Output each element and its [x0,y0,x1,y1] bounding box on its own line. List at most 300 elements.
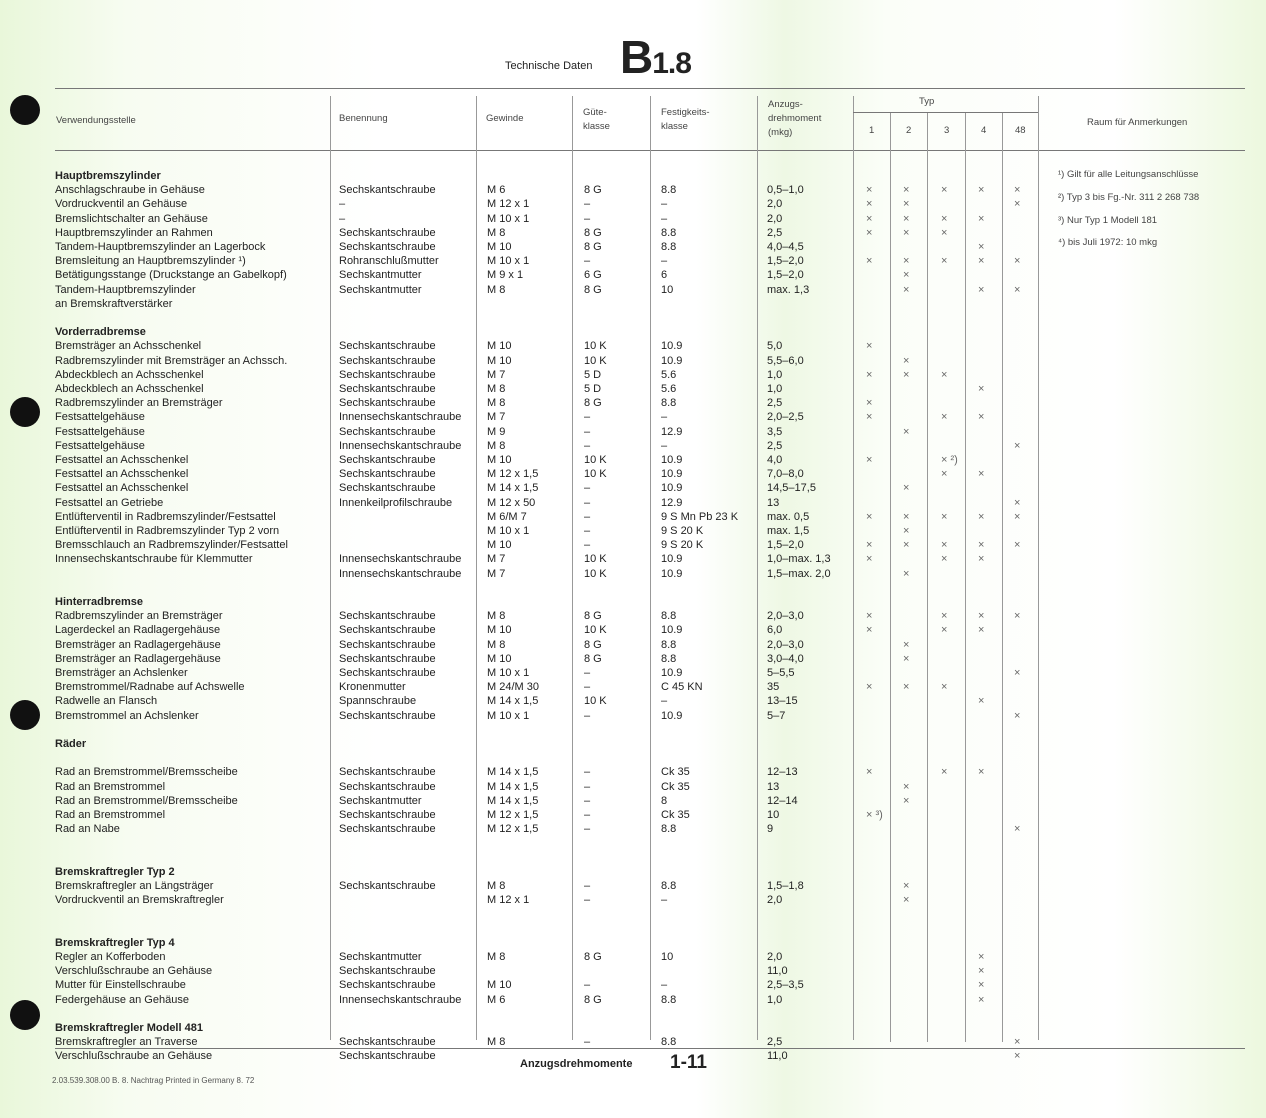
cell-benennung: Sechskantschraube [339,340,436,352]
table-row [0,382,1266,396]
top-rule [55,88,1245,89]
cell-gewinde: M 6 [487,184,506,196]
cell-benennung: Innensechskantschraube [339,994,462,1006]
cell-gewinde: M 8 [487,397,506,409]
table-row [0,240,1266,254]
cell-gewinde: M 8 [487,639,506,651]
cell-verwendung: Bremsträger an Radlagergehäuse [55,639,221,651]
cell-verwendung: Bremslichtschalter an Gehäuse [55,213,208,225]
cell-gewinde: M 7 [487,568,506,580]
note: ¹) Gilt für alle Leitungsanschlüsse [1058,169,1199,180]
type-mark: × [903,426,910,438]
cell-festigkeitsklasse: Ck 35 [661,809,690,821]
cell-festigkeitsklasse: 10.9 [661,468,683,480]
cell-guteklasse: 8 G [584,639,602,651]
cell-gewinde: M 9 x 1 [487,269,524,281]
cell-guteklasse: – [584,411,591,423]
section-title: Hinterradbremse [55,596,144,608]
table-row [0,197,1266,211]
cell-anzugsdrehmoment: 11,0 [767,965,788,977]
cell-benennung: Innensechskantschraube [339,411,462,423]
cell-benennung: – [339,213,346,225]
cell-guteklasse: 8 G [584,653,602,665]
cell-festigkeitsklasse: 6 [661,269,668,281]
cell-guteklasse: 10 K [584,454,607,466]
cell-anzugsdrehmoment: 1,5–max. 2,0 [767,568,831,580]
type-mark: × [903,639,910,651]
cell-anzugsdrehmoment: 4,0 [767,454,783,466]
cell-verwendung: Mutter für Einstellschraube [55,979,186,991]
cell-anzugsdrehmoment: 5,0 [767,340,783,352]
type-mark: × [866,369,873,381]
cell-festigkeitsklasse: – [661,213,668,225]
cell-festigkeitsklasse: – [661,894,668,906]
type-mark: × [866,681,873,693]
col-verwendung: Verwendungsstelle [56,115,136,126]
cell-guteklasse: – [584,667,591,679]
cell-verwendung: Entlüfterventil in Radbremszylinder/Festsattel [55,511,276,523]
table-row [0,425,1266,439]
cell-guteklasse: – [584,213,591,225]
type-mark: × [903,653,910,665]
cell-benennung: Sechskantschraube [339,610,436,622]
cell-gewinde: M 8 [487,284,506,296]
cell-benennung: Sechskantschraube [339,823,436,835]
type-mark: × [1014,667,1021,679]
page-number: 1-11 [670,1052,707,1073]
cell-gewinde: M 10 [487,355,512,367]
table-row [0,709,1266,723]
cell-guteklasse: – [584,766,591,778]
cell-verwendung: Innensechskantschraube für Klemmutter [55,553,253,565]
cell-benennung: Sechskantmutter [339,284,422,296]
type-mark: × [978,610,985,622]
type-mark: × [978,624,985,636]
cell-verwendung: Radbremszylinder an Bremsträger [55,397,223,409]
table-row [0,567,1266,581]
cell-festigkeitsklasse: 8.8 [661,639,677,651]
cell-gewinde: M 12 x 1 [487,198,530,210]
type-mark: × [978,979,985,991]
table-row [0,609,1266,623]
col-anzug-line3: (mkg) [768,127,793,138]
table-row [0,893,1266,907]
cell-benennung: Sechskantschraube [339,369,436,381]
cell-festigkeitsklasse: – [661,695,668,707]
table-row [0,481,1266,495]
cell-festigkeitsklasse: 12.9 [661,426,683,438]
cell-anzugsdrehmoment: 2,5 [767,397,783,409]
cell-guteklasse: 10 K [584,695,607,707]
cell-anzugsdrehmoment: 11,0 [767,1050,788,1062]
table-row [0,254,1266,268]
table-row [0,212,1266,226]
cell-verwendung: Festsattelgehäuse [55,426,145,438]
cell-festigkeitsklasse: 10 [661,284,674,296]
type-mark: × [903,894,910,906]
cell-guteklasse: – [584,979,591,991]
cell-guteklasse: – [584,681,591,693]
cell-anzugsdrehmoment: max. 1,3 [767,284,810,296]
cell-guteklasse: – [584,525,591,537]
table-row [0,879,1266,893]
table-row [0,978,1266,992]
cell-festigkeitsklasse: 8.8 [661,823,677,835]
type-mark: × [1014,198,1021,210]
type-mark: × [903,227,910,239]
section-code-main: B [620,31,653,83]
section-title: Vorderradbremse [55,326,146,338]
type-mark: × [866,198,873,210]
cell-verwendung: Bremsschlauch an Radbremszylinder/Festsattel [55,539,288,551]
col-festigkeit-line2: klasse [661,121,688,132]
type-mark: × [1014,610,1021,622]
type-mark: × [866,766,873,778]
type-mark: × [978,511,985,523]
cell-anzugsdrehmoment: 6,0 [767,624,783,636]
section-title: Räder [55,738,87,750]
cell-anzugsdrehmoment: 1,5–1,8 [767,880,804,892]
cell-benennung: Sechskantschraube [339,241,436,253]
cell-gewinde: M 10 [487,539,512,551]
cell-guteklasse: 8 G [584,610,602,622]
cell-gewinde: M 6 [487,994,506,1006]
type-mark: × [941,213,948,225]
col-anzug [768,98,821,140]
cell-festigkeitsklasse: 10.9 [661,553,683,565]
cell-gewinde: M 10 x 1 [487,213,530,225]
section-heading [0,595,1266,609]
table-row [0,780,1266,794]
cell-anzugsdrehmoment: 2,0 [767,198,783,210]
cell-guteklasse: – [584,894,591,906]
cell-guteklasse: – [584,497,591,509]
cell-guteklasse: – [584,482,591,494]
type-mark: × [978,553,985,565]
cell-verwendung: Rad an Nabe [55,823,120,835]
cell-guteklasse: 8 G [584,241,602,253]
cell-verwendung: Rad an Bremstrommel/Bremsscheibe [55,766,238,778]
col-benennung: Benennung [339,113,388,124]
table-row [0,680,1266,694]
type-mark: × [941,369,948,381]
section-code-sub: 1.8 [652,47,691,80]
cell-festigkeitsklasse: 9 S Mn Pb 23 K [661,511,739,523]
type-mark: × [866,255,873,267]
note: ⁴) bis Juli 1972: 10 mkg [1058,237,1158,248]
cell-verwendung: Bremskraftregler an Traverse [55,1036,198,1048]
col-gute-line1: Güte- [583,107,607,118]
cell-guteklasse: – [584,795,591,807]
cell-benennung: Sechskantmutter [339,951,422,963]
cell-anzugsdrehmoment: 1,0 [767,383,783,395]
cell-anzugsdrehmoment: max. 0,5 [767,511,810,523]
cell-anzugsdrehmoment: 1,5–2,0 [767,269,804,281]
cell-verwendung: Bremstrommel an Achslenker [55,710,199,722]
cell-benennung: Sechskantschraube [339,710,436,722]
type-mark: × [903,213,910,225]
type-mark: × [866,397,873,409]
type-mark: × [941,553,948,565]
cell-gewinde: M 8 [487,227,506,239]
cell-guteklasse: 10 K [584,355,607,367]
type-mark: × [978,951,985,963]
table-row [0,283,1266,297]
cell-festigkeitsklasse: – [661,198,668,210]
type-mark: × [903,781,910,793]
cell-benennung: Sechskantschraube [339,1036,436,1048]
table-row [0,439,1266,453]
cell-benennung: Sechskantschraube [339,653,436,665]
cell-festigkeitsklasse: 9 S 20 K [661,539,704,551]
col-typ-1: 1 [869,125,875,136]
cell-anzugsdrehmoment: 2,0–2,5 [767,411,804,423]
cell-guteklasse: 5 D [584,369,602,381]
table-row [0,808,1266,822]
cell-verwendung: Hauptbremszylinder an Rahmen [55,227,213,239]
cell-anzugsdrehmoment: 2,0 [767,951,783,963]
cell-anzugsdrehmoment: 1,5–2,0 [767,255,804,267]
section-code [620,30,691,84]
cell-anzugsdrehmoment: 2,0 [767,213,783,225]
type-mark: × [866,340,873,352]
cell-anzugsdrehmoment: 10 [767,809,780,821]
cell-gewinde: M 12 x 1,5 [487,468,539,480]
cell-verwendung: Festsattel an Achsschenkel [55,454,189,466]
cell-gewinde: M 10 [487,241,512,253]
type-mark: × [903,795,910,807]
cell-gewinde: M 10 [487,624,512,636]
cell-festigkeitsklasse: 8.8 [661,994,677,1006]
cell-anzugsdrehmoment: 3,0–4,0 [767,653,804,665]
cell-anzugsdrehmoment: 2,5 [767,227,783,239]
col-gute-line2: klasse [583,121,610,132]
cell-gewinde: M 14 x 1,5 [487,795,539,807]
cell-festigkeitsklasse: 10.9 [661,710,683,722]
type-mark: × [903,269,910,281]
type-mark: × [978,241,985,253]
cell-festigkeitsklasse: Ck 35 [661,766,690,778]
cell-anzugsdrehmoment: 14,5–17,5 [767,482,816,494]
table-row [0,183,1266,197]
cell-gewinde: M 8 [487,610,506,622]
cell-benennung: Sechskantschraube [339,809,436,821]
type-mark: × [1014,1036,1021,1048]
type-mark: × [941,624,948,636]
col-anzug-line2: drehmoment [768,113,822,124]
type-mark: × [941,255,948,267]
type-mark: × [866,184,873,196]
type-mark: × [1014,255,1021,267]
cell-verwendung: Bremsträger an Achsschenkel [55,340,202,352]
cell-benennung: Sechskantschraube [339,397,436,409]
cell-festigkeitsklasse: – [661,979,668,991]
cell-gewinde: M 7 [487,369,506,381]
cell-gewinde: M 24/M 30 [487,681,539,693]
section-heading [0,865,1266,879]
cell-gewinde: M 10 [487,340,512,352]
col-typ-3: 3 [944,125,950,136]
cell-verwendung: Bremsträger an Achslenker [55,667,188,679]
table-row [0,666,1266,680]
type-mark: × [941,681,948,693]
cell-benennung: Sechskantschraube [339,979,436,991]
cell-gewinde: M 14 x 1,5 [487,766,539,778]
type-mark: × [978,468,985,480]
cell-guteklasse: 10 K [584,468,607,480]
table-row [0,354,1266,368]
type-mark: × [903,568,910,580]
cell-gewinde: M 12 x 1,5 [487,823,539,835]
cell-festigkeitsklasse: 8.8 [661,1036,677,1048]
type-mark: × [1014,710,1021,722]
header-title: Technische Daten [505,60,593,72]
type-mark: × [1014,497,1021,509]
table-row [0,453,1266,467]
type-mark: × [978,255,985,267]
cell-gewinde: M 8 [487,951,506,963]
cell-festigkeitsklasse: 10.9 [661,454,683,466]
section-title: Bremskraftregler Typ 4 [55,937,175,949]
cell-benennung: Sechskantschraube [339,426,436,438]
cell-guteklasse: – [584,880,591,892]
col-anmerkungen: Raum für Anmerkungen [1087,117,1188,128]
cell-gewinde: M 12 x 50 [487,497,536,509]
cell-verwendung: Tandem-Hauptbremszylinder [55,284,196,296]
cell-festigkeitsklasse: – [661,255,668,267]
type-mark: × [866,553,873,565]
footer-label: Anzugsdrehmomente [520,1058,633,1070]
cell-guteklasse: – [584,426,591,438]
cell-guteklasse: 5 D [584,383,602,395]
type-mark: × [978,184,985,196]
cell-guteklasse: 8 G [584,994,602,1006]
table-row [0,552,1266,566]
cell-benennung: Sechskantschraube [339,965,436,977]
type-mark: × [1014,184,1021,196]
table-row [0,623,1266,637]
cell-anzugsdrehmoment: 1,0 [767,994,783,1006]
col-typ-2: 2 [906,125,912,136]
cell-guteklasse: – [584,781,591,793]
col-typ-4: 4 [981,125,987,136]
cell-verwendung: Tandem-Hauptbremszylinder an Lagerbock [55,241,266,253]
table-row [0,1035,1266,1049]
cell-verwendung: Festsattel an Achsschenkel [55,468,189,480]
cell-festigkeitsklasse: 10.9 [661,482,683,494]
cell-benennung: Innensechskantschraube [339,440,462,452]
cell-verwendung: Rad an Bremstrommel [55,809,166,821]
cell-verwendung: Radbremszylinder an Bremsträger [55,610,223,622]
cell-anzugsdrehmoment: 9 [767,823,774,835]
table-row [0,538,1266,552]
cell-verwendung: Regler an Kofferboden [55,951,166,963]
section-heading [0,169,1266,183]
cell-verwendung: Bremskraftregler an Längsträger [55,880,214,892]
cell-guteklasse: – [584,511,591,523]
type-mark: × [941,610,948,622]
type-mark: × [1014,284,1021,296]
cell-benennung: Rohranschlußmutter [339,255,439,267]
cell-benennung: Spannschraube [339,695,417,707]
cell-verwendung: Festsattelgehäuse [55,411,145,423]
cell-guteklasse: 6 G [584,269,602,281]
type-mark: × [941,227,948,239]
type-mark: × [941,539,948,551]
type-mark: × [903,681,910,693]
cell-verwendung: Bremsleitung an Hauptbremszylinder ¹) [55,255,246,267]
table-row [0,794,1266,808]
section-heading [0,936,1266,950]
note: ²) Typ 3 bis Fg.-Nr. 311 2 268 738 [1058,192,1200,203]
cell-verwendung: Festsattelgehäuse [55,440,145,452]
table-row [0,268,1266,282]
typ-rule [853,112,1038,113]
cell-anzugsdrehmoment: 13 [767,497,780,509]
note: ³) Nur Typ 1 Modell 181 [1058,215,1158,226]
col-festigkeit [661,106,710,134]
type-mark: × [941,468,948,480]
cell-verwendung: Vordruckventil an Gehäuse [55,198,188,210]
table-row [0,396,1266,410]
print-info: 2.03.539.308.00 B. 8. Nachtrag Printed in Germany 8. 72 [52,1076,255,1085]
cell-verwendung: Festsattel an Getriebe [55,497,164,509]
cell-festigkeitsklasse: 8.8 [661,880,677,892]
cell-festigkeitsklasse: 8 [661,795,668,807]
section-title: Hauptbremszylinder [55,170,161,182]
cell-verwendung: Bremstrommel/Radnabe auf Achswelle [55,681,245,693]
type-mark: × [978,284,985,296]
cell-festigkeitsklasse: 8.8 [661,241,677,253]
cell-festigkeitsklasse: 8.8 [661,227,677,239]
cell-anzugsdrehmoment: 1,0–max. 1,3 [767,553,831,565]
type-mark: × [866,213,873,225]
col-gute [583,106,610,134]
cell-verwendung: Verschlußschraube an Gehäuse [55,1050,213,1062]
cell-guteklasse: – [584,198,591,210]
cell-benennung: Sechskantmutter [339,269,422,281]
cell-benennung: Sechskantschraube [339,766,436,778]
type-mark: × [978,411,985,423]
cell-gewinde: M 10 x 1 [487,667,530,679]
cell-festigkeitsklasse: 9 S 20 K [661,525,704,537]
table-row [0,524,1266,538]
type-mark: × [903,880,910,892]
table-row [0,950,1266,964]
cell-gewinde: M 6/M 7 [487,511,527,523]
col-typ-48: 48 [1015,125,1026,136]
cell-anzugsdrehmoment: 3,5 [767,426,783,438]
cell-festigkeitsklasse: 10.9 [661,568,683,580]
section-title: Bremskraftregler Modell 481 [55,1022,203,1034]
cell-gewinde: M 8 [487,1036,506,1048]
type-mark: × [866,411,873,423]
cell-festigkeitsklasse: 10 [661,951,674,963]
cell-gewinde: M 7 [487,553,506,565]
type-mark: × [941,766,948,778]
cell-guteklasse: 8 G [584,227,602,239]
cell-benennung: Innensechskantschraube [339,568,462,580]
cell-guteklasse: – [584,440,591,452]
col-gewinde: Gewinde [486,113,524,124]
cell-benennung: Sechskantschraube [339,1050,436,1062]
type-mark: × [978,766,985,778]
cell-guteklasse: 10 K [584,624,607,636]
col-festigkeit-line1: Festigkeits- [661,107,710,118]
table-row [0,964,1266,978]
cell-festigkeitsklasse: C 45 KN [661,681,703,693]
cell-gewinde: M 7 [487,411,506,423]
